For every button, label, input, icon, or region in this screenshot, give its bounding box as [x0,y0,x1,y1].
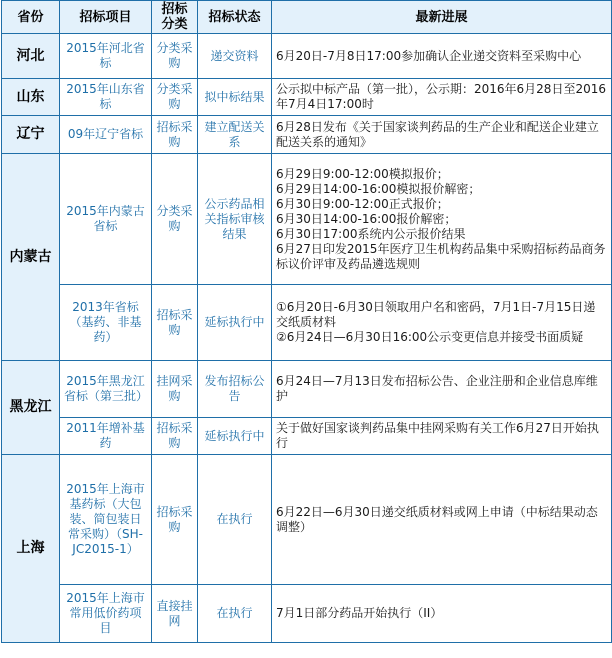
progress-line: 7月1日部分药品开始执行（II） [276,606,443,620]
progress-cell [272,455,612,585]
table-row [2,116,612,154]
header-progress: 最新进展 [272,1,612,34]
progress-cell [272,34,612,79]
category-cell: 分类采购 [152,154,198,285]
progress-line: 6月30日9:00-12:00正式报价； [276,196,449,211]
header-status: 招标状态 [198,1,272,34]
table-row [2,34,612,79]
progress-line: 6月20日-7月8日17:00参加确认企业递交资料至采购中心 [276,48,582,63]
province-cell: 山东 [2,79,60,116]
project-cell: 2015年上海市基药标（大包装、简包装日常采购）（SH-JC2015-1） [60,455,152,585]
progress-cell [272,116,612,154]
project-cell: 2011年增补基药 [60,418,152,455]
progress-cell [272,285,612,361]
progress-cell [272,585,612,643]
category-cell: 招标采购 [152,285,198,361]
progress-line: ①6月20日-6月30日领取用户名和密码，7月1日-7月15日递交纸质材料 [276,300,596,329]
status-cell: 延标执行中 [198,285,272,361]
status-cell: 在执行 [198,585,272,643]
project-cell: 2015年上海市常用低价药项目 [60,585,152,643]
status-cell: 递交资料 [198,34,272,79]
progress-cell [272,418,612,455]
province-cell: 内蒙古 [2,154,60,361]
header-row [2,1,612,34]
progress-cell [272,154,612,285]
project-cell: 2015年河北省标 [60,34,152,79]
progress-line: 6月29日9:00-12:00模拟报价； [276,166,449,181]
progress-line: 6月27日印发2015年医疗卫生机构药品集中采购招标药品商务标议价评审及药品遴选规则 [276,241,606,271]
table-row [2,455,612,585]
project-cell: 2015年内蒙古省标 [60,154,152,285]
progress-line: 6月30日17:00系统内公示报价结果 [276,226,466,241]
category-cell: 分类采购 [152,79,198,116]
category-cell: 直接挂网 [152,585,198,643]
province-cell: 上海 [2,455,60,643]
table-row [2,79,612,116]
progress-line: 6月24日—7月13日发布招标公告、企业注册和企业信息库维护 [276,374,598,403]
progress-line: 6月29日14:00-16:00模拟报价解密； [276,181,481,196]
progress-line: 6月30日14:00-16:00报价解密； [276,211,457,226]
category-cell: 招标采购 [152,455,198,585]
header-province: 省份 [2,1,60,34]
progress-line: 6月22日—6月30日递交纸质材料或网上申请（中标结果动态调整） [276,504,598,534]
table-row [2,361,612,418]
category-cell: 分类采购 [152,34,198,79]
status-cell: 公示药品相关指标审核结果 [198,154,272,285]
table-row [2,285,612,361]
table-row [2,585,612,643]
project-cell: 2013年省标（基药、非基药） [60,285,152,361]
status-cell: 发布招标公告 [198,361,272,418]
progress-line: 公示拟中标产品（第一批），公示期：2016年6月28日至2016年7月4日17:00时 [276,82,606,111]
progress-cell [272,79,612,116]
header-project: 招标项目 [60,1,152,34]
progress-line: 关于做好国家谈判药品集中挂网采购有关工作6月27日开始执行 [276,421,599,450]
table-row [2,418,612,455]
progress-cell [272,361,612,418]
header-category: 招标分类 [152,1,198,34]
category-cell: 招标采购 [152,418,198,455]
province-cell: 辽宁 [2,116,60,154]
status-cell: 建立配送关系 [198,116,272,154]
table-row [2,154,612,285]
province-cell: 黑龙江 [2,361,60,455]
progress-line: ②6月24日—6月30日16:00公示变更信息并接受书面质疑 [276,330,584,344]
project-cell: 09年辽宁省标 [60,116,152,154]
status-cell: 拟中标结果 [198,79,272,116]
project-cell: 2015年黑龙江省标（第三批） [60,361,152,418]
progress-line: 6月28日发布《关于国家谈判药品的生产企业和配送企业建立配送关系的通知》 [276,119,599,149]
status-cell: 在执行 [198,455,272,585]
status-cell: 延标执行中 [198,418,272,455]
project-cell: 2015年山东省标 [60,79,152,116]
tender-progress-table [1,0,612,643]
category-cell: 招标采购 [152,116,198,154]
province-cell: 河北 [2,34,60,79]
category-cell: 挂网采购 [152,361,198,418]
